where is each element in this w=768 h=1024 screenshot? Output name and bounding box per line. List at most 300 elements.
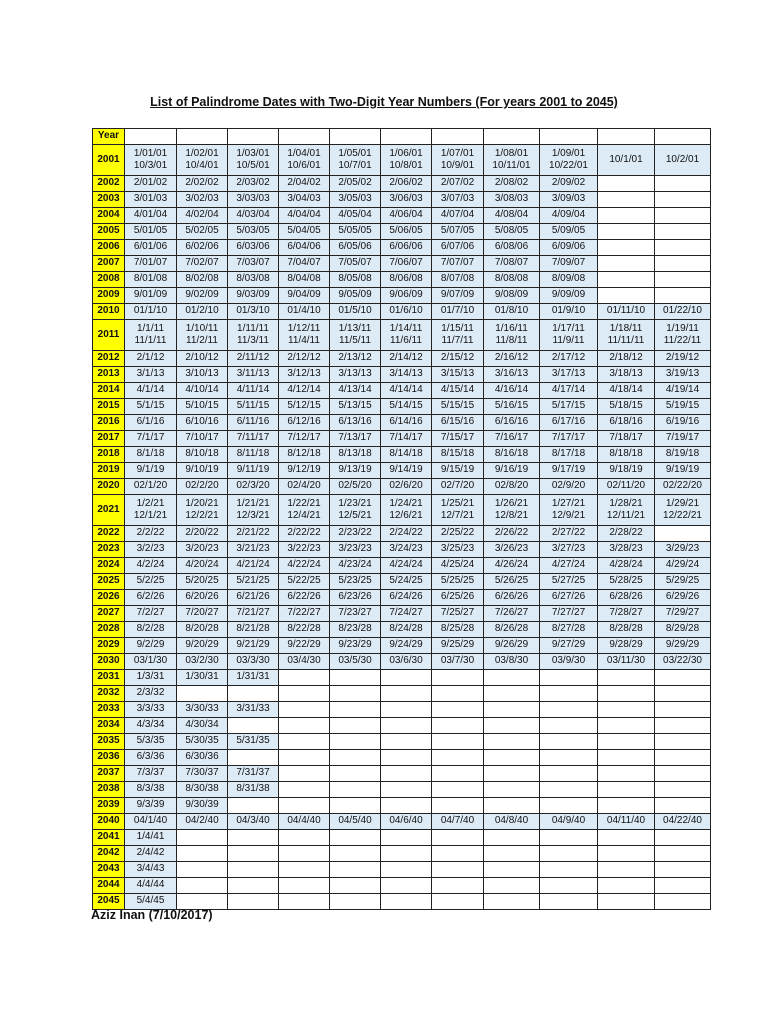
date-text: 8/25/28 <box>440 623 475 635</box>
date-text: 5/30/35 <box>185 735 219 747</box>
date-cell <box>381 192 432 208</box>
date-cell <box>540 320 598 351</box>
date-text: 5/14/15 <box>389 400 423 412</box>
date-text: 4/01/04 <box>133 209 168 221</box>
year-cell: 2034 <box>93 718 125 734</box>
empty-cell <box>484 894 540 910</box>
empty-cell <box>279 846 330 862</box>
date-text: 6/3/36 <box>136 751 165 763</box>
table-row <box>93 304 711 320</box>
date-text: 12/1/21 <box>133 510 168 521</box>
date-cell <box>381 606 432 622</box>
date-text: 9/19/19 <box>665 464 700 476</box>
date-cell <box>598 495 655 526</box>
empty-cell <box>655 734 711 750</box>
date-text: 3/17/13 <box>551 368 586 380</box>
date-text: 5/2/25 <box>136 575 165 587</box>
date-cell <box>540 208 598 224</box>
date-text: 6/19/16 <box>665 416 700 428</box>
date-cell <box>330 542 381 558</box>
date-cell <box>125 288 177 304</box>
date-cell <box>381 304 432 320</box>
date-cell <box>484 654 540 670</box>
date-text: 4/20/24 <box>185 559 219 571</box>
date-text: 5/22/25 <box>287 575 321 587</box>
date-text: 12/2/21 <box>185 510 219 521</box>
date-text: 02/3/20 <box>236 480 270 492</box>
year-cell: 2021 <box>93 495 125 526</box>
date-text: 9/28/29 <box>609 639 643 651</box>
date-cell <box>177 383 228 399</box>
date-text: 10/6/01 <box>287 160 321 171</box>
date-text: 02/6/20 <box>389 480 423 492</box>
empty-cell <box>598 224 655 240</box>
date-cell <box>330 272 381 288</box>
date-cell <box>177 606 228 622</box>
date-text: 3/31/33 <box>236 703 270 715</box>
date-text: 1/18/11 <box>609 322 643 334</box>
date-cell <box>432 272 484 288</box>
date-text: 5/28/25 <box>609 575 643 587</box>
date-cell <box>484 320 540 351</box>
date-text: 2/25/22 <box>440 527 475 539</box>
empty-cell <box>228 862 279 878</box>
date-text: 4/05/04 <box>338 209 372 221</box>
date-text: 4/18/14 <box>609 384 643 396</box>
table-row <box>93 558 711 574</box>
date-text: 6/14/16 <box>389 416 423 428</box>
year-cell: 2016 <box>93 415 125 431</box>
empty-cell <box>228 686 279 702</box>
date-cell <box>177 526 228 542</box>
year-cell: 2007 <box>93 256 125 272</box>
date-text: 1/09/01 <box>551 147 586 159</box>
year-cell: 2025 <box>93 574 125 590</box>
date-cell <box>598 399 655 415</box>
date-cell <box>330 463 381 479</box>
year-cell: 2009 <box>93 288 125 304</box>
table-row <box>93 495 711 526</box>
date-cell <box>381 256 432 272</box>
date-text: 11/9/11 <box>552 335 585 346</box>
date-text: 2/28/22 <box>609 527 643 539</box>
date-cell <box>598 574 655 590</box>
date-cell <box>125 558 177 574</box>
date-cell <box>432 192 484 208</box>
date-text: 3/06/03 <box>389 193 423 205</box>
date-text: 5/19/15 <box>665 400 700 412</box>
date-text: 3/07/03 <box>440 193 475 205</box>
date-text: 03/1/30 <box>133 655 168 667</box>
date-cell <box>330 590 381 606</box>
date-text: 7/04/07 <box>287 257 321 269</box>
date-text: 03/4/30 <box>287 655 321 667</box>
date-text: 6/03/06 <box>236 241 270 253</box>
table-row <box>93 830 711 846</box>
date-text: 03/22/30 <box>663 655 702 667</box>
date-cell <box>432 526 484 542</box>
date-cell <box>228 415 279 431</box>
date-cell <box>540 814 598 830</box>
date-cell <box>125 351 177 367</box>
date-text: 2/02/02 <box>185 177 219 189</box>
date-cell <box>540 288 598 304</box>
date-text: 5/23/25 <box>338 575 372 587</box>
date-text: 10/8/01 <box>389 160 423 171</box>
date-cell <box>540 638 598 654</box>
date-text: 8/16/18 <box>494 448 529 460</box>
date-text: 3/23/23 <box>338 543 372 555</box>
empty-cell <box>484 798 540 814</box>
date-cell <box>279 145 330 176</box>
empty-cell <box>598 798 655 814</box>
date-cell <box>432 606 484 622</box>
date-cell <box>540 558 598 574</box>
date-cell <box>484 304 540 320</box>
date-text: 5/03/05 <box>236 225 270 237</box>
date-text: 1/29/21 <box>665 497 700 509</box>
date-cell <box>381 320 432 351</box>
date-text: 3/08/03 <box>494 193 529 205</box>
date-text: 8/01/08 <box>133 273 168 285</box>
date-cell <box>540 479 598 495</box>
date-cell <box>228 272 279 288</box>
year-cell: 2018 <box>93 447 125 463</box>
date-text: 04/7/40 <box>440 815 475 827</box>
date-text: 2/26/22 <box>494 527 529 539</box>
date-cell <box>228 351 279 367</box>
date-cell <box>125 192 177 208</box>
date-text: 2/4/42 <box>136 847 165 859</box>
date-text: 3/28/23 <box>609 543 643 555</box>
date-cell <box>484 224 540 240</box>
date-text: 1/24/21 <box>389 497 423 509</box>
date-cell <box>540 383 598 399</box>
date-cell <box>279 606 330 622</box>
date-cell <box>125 574 177 590</box>
date-text: 10/1/01 <box>609 153 643 165</box>
date-cell <box>484 351 540 367</box>
date-text: 6/02/06 <box>185 241 219 253</box>
date-text: 8/19/18 <box>665 448 700 460</box>
date-text: 8/30/38 <box>185 783 219 795</box>
date-text: 8/27/28 <box>551 623 586 635</box>
date-cell <box>228 176 279 192</box>
date-cell <box>484 622 540 638</box>
date-cell <box>432 240 484 256</box>
header-cell <box>655 129 711 145</box>
empty-cell <box>432 750 484 766</box>
date-text: 03/5/30 <box>338 655 372 667</box>
date-text: 1/12/11 <box>287 322 321 334</box>
date-text: 5/12/15 <box>287 400 321 412</box>
date-cell <box>177 670 228 686</box>
date-cell <box>125 208 177 224</box>
empty-cell <box>177 862 228 878</box>
date-text: 4/19/14 <box>665 384 700 396</box>
date-cell <box>228 383 279 399</box>
empty-cell <box>279 734 330 750</box>
date-text: 8/03/08 <box>236 273 270 285</box>
date-cell <box>484 288 540 304</box>
header-cell <box>125 129 177 145</box>
empty-cell <box>177 846 228 862</box>
date-text: 6/07/06 <box>440 241 475 253</box>
date-cell <box>279 495 330 526</box>
date-text: 4/28/24 <box>609 559 643 571</box>
date-text: 7/05/07 <box>338 257 372 269</box>
date-cell <box>330 256 381 272</box>
date-cell <box>125 176 177 192</box>
date-cell <box>125 479 177 495</box>
date-text: 6/18/16 <box>609 416 643 428</box>
date-text: 1/08/01 <box>494 147 529 159</box>
date-text: 4/16/14 <box>494 384 529 396</box>
date-cell <box>125 320 177 351</box>
date-text: 9/10/19 <box>185 464 219 476</box>
date-cell <box>540 399 598 415</box>
date-text: 5/25/25 <box>440 575 475 587</box>
date-text: 4/29/24 <box>665 559 700 571</box>
date-text: 5/10/15 <box>185 400 219 412</box>
date-text: 12/3/21 <box>236 510 270 521</box>
date-text: 7/07/07 <box>440 257 475 269</box>
date-text: 11/3/11 <box>237 335 269 346</box>
date-cell <box>279 304 330 320</box>
empty-cell <box>484 734 540 750</box>
empty-cell <box>598 176 655 192</box>
date-cell <box>228 542 279 558</box>
date-cell <box>655 542 711 558</box>
date-text: 1/03/01 <box>236 147 270 159</box>
date-cell <box>330 479 381 495</box>
date-cell <box>228 367 279 383</box>
date-text: 6/06/06 <box>389 241 423 253</box>
date-text: 04/8/40 <box>494 815 529 827</box>
date-text: 1/23/21 <box>338 497 372 509</box>
date-cell <box>540 367 598 383</box>
empty-cell <box>598 256 655 272</box>
date-text: 2/06/02 <box>389 177 423 189</box>
table-row <box>93 320 711 351</box>
date-text: 7/15/17 <box>440 432 475 444</box>
date-cell <box>228 734 279 750</box>
date-text: 5/31/35 <box>236 735 270 747</box>
date-cell <box>381 558 432 574</box>
date-cell <box>228 526 279 542</box>
empty-cell <box>330 878 381 894</box>
date-text: 1/05/01 <box>338 147 372 159</box>
date-cell <box>228 192 279 208</box>
table-row <box>93 240 711 256</box>
date-cell <box>330 606 381 622</box>
date-text: 3/25/23 <box>440 543 475 555</box>
date-text: 4/14/14 <box>389 384 423 396</box>
empty-cell <box>598 878 655 894</box>
date-cell <box>655 606 711 622</box>
date-cell <box>540 542 598 558</box>
empty-cell <box>655 224 711 240</box>
date-text: 9/3/39 <box>136 799 165 811</box>
date-text: 6/27/26 <box>551 591 586 603</box>
date-text: 1/14/11 <box>389 322 423 334</box>
date-text: 2/1/12 <box>136 352 165 364</box>
date-text: 12/7/21 <box>440 510 475 521</box>
date-cell <box>177 622 228 638</box>
date-text: 1/30/31 <box>185 671 219 683</box>
date-cell <box>432 431 484 447</box>
year-cell: 2011 <box>93 320 125 351</box>
date-cell <box>125 622 177 638</box>
empty-cell <box>540 830 598 846</box>
date-text: 4/24/24 <box>389 559 423 571</box>
date-text: 7/09/07 <box>551 257 586 269</box>
date-cell <box>484 590 540 606</box>
year-cell: 2026 <box>93 590 125 606</box>
date-text: 10/5/01 <box>236 160 270 171</box>
date-cell <box>279 208 330 224</box>
date-cell <box>381 526 432 542</box>
date-cell <box>540 654 598 670</box>
date-cell <box>125 272 177 288</box>
date-text: 04/3/40 <box>236 815 270 827</box>
date-text: 9/08/09 <box>494 289 529 301</box>
date-cell <box>484 526 540 542</box>
date-cell <box>432 622 484 638</box>
date-text: 01/6/10 <box>389 305 423 317</box>
date-text: 1/19/11 <box>666 322 699 334</box>
empty-cell <box>228 894 279 910</box>
date-cell <box>381 351 432 367</box>
empty-cell <box>228 830 279 846</box>
date-text: 3/15/13 <box>440 368 475 380</box>
empty-cell <box>330 830 381 846</box>
empty-cell <box>598 750 655 766</box>
date-cell <box>432 558 484 574</box>
date-cell <box>540 447 598 463</box>
date-text: 9/09/09 <box>551 289 586 301</box>
date-cell <box>279 256 330 272</box>
date-cell <box>228 606 279 622</box>
date-text: 9/13/19 <box>338 464 372 476</box>
date-text: 1/17/11 <box>552 322 585 334</box>
date-cell <box>381 367 432 383</box>
table-row <box>93 351 711 367</box>
header-row <box>93 129 711 145</box>
table-row <box>93 399 711 415</box>
empty-cell <box>330 798 381 814</box>
empty-cell <box>432 894 484 910</box>
date-text: 1/3/31 <box>136 671 165 683</box>
date-cell <box>540 622 598 638</box>
date-text: 10/2/01 <box>665 153 700 165</box>
table-row <box>93 670 711 686</box>
empty-cell <box>381 702 432 718</box>
empty-cell <box>381 830 432 846</box>
header-cell <box>330 129 381 145</box>
year-cell: 2014 <box>93 383 125 399</box>
date-text: 4/13/14 <box>338 384 372 396</box>
date-cell <box>432 654 484 670</box>
empty-cell <box>330 782 381 798</box>
table-row <box>93 463 711 479</box>
year-cell: 2038 <box>93 782 125 798</box>
date-text: 01/3/10 <box>236 305 270 317</box>
date-cell <box>540 304 598 320</box>
date-text: 2/11/12 <box>236 352 270 364</box>
date-cell <box>540 431 598 447</box>
table-row <box>93 383 711 399</box>
empty-cell <box>598 686 655 702</box>
palindrome-dates-table <box>92 128 711 910</box>
date-cell <box>432 590 484 606</box>
date-text: 6/15/16 <box>440 416 475 428</box>
date-cell <box>540 574 598 590</box>
date-text: 2/08/02 <box>494 177 529 189</box>
date-text: 4/25/24 <box>440 559 475 571</box>
date-cell <box>177 718 228 734</box>
date-cell <box>484 463 540 479</box>
date-cell <box>484 814 540 830</box>
date-cell <box>125 798 177 814</box>
date-text: 7/12/17 <box>287 432 321 444</box>
date-cell <box>125 782 177 798</box>
date-text: 4/06/04 <box>389 209 423 221</box>
date-cell <box>125 878 177 894</box>
date-cell <box>598 654 655 670</box>
date-text: 3/29/23 <box>665 543 700 555</box>
date-text: 6/26/26 <box>494 591 529 603</box>
date-text: 5/04/05 <box>287 225 321 237</box>
date-text: 02/2/20 <box>185 480 219 492</box>
date-cell <box>279 542 330 558</box>
empty-cell <box>598 670 655 686</box>
empty-cell <box>655 878 711 894</box>
empty-cell <box>655 782 711 798</box>
date-cell <box>432 176 484 192</box>
date-text: 3/4/43 <box>136 863 165 875</box>
date-text: 1/01/01 <box>133 147 168 159</box>
date-text: 7/06/07 <box>389 257 423 269</box>
date-text: 7/1/17 <box>136 432 165 444</box>
date-cell <box>177 814 228 830</box>
date-text: 7/20/27 <box>185 607 219 619</box>
date-cell <box>484 145 540 176</box>
date-text: 1/06/01 <box>389 147 423 159</box>
empty-cell <box>598 208 655 224</box>
date-text: 9/11/19 <box>236 464 270 476</box>
date-text: 4/08/04 <box>494 209 529 221</box>
year-cell: 2037 <box>93 766 125 782</box>
date-cell <box>125 718 177 734</box>
date-cell <box>279 320 330 351</box>
date-text: 7/18/17 <box>609 432 643 444</box>
empty-cell <box>655 830 711 846</box>
date-cell <box>177 145 228 176</box>
date-text: 12/11/21 <box>606 510 646 521</box>
date-cell <box>228 463 279 479</box>
date-cell <box>540 526 598 542</box>
date-cell <box>540 256 598 272</box>
date-cell <box>330 526 381 542</box>
date-text: 5/21/25 <box>236 575 270 587</box>
date-cell <box>330 304 381 320</box>
date-cell <box>177 351 228 367</box>
date-cell <box>279 558 330 574</box>
year-cell: 2036 <box>93 750 125 766</box>
date-cell <box>125 750 177 766</box>
date-cell <box>598 145 655 176</box>
